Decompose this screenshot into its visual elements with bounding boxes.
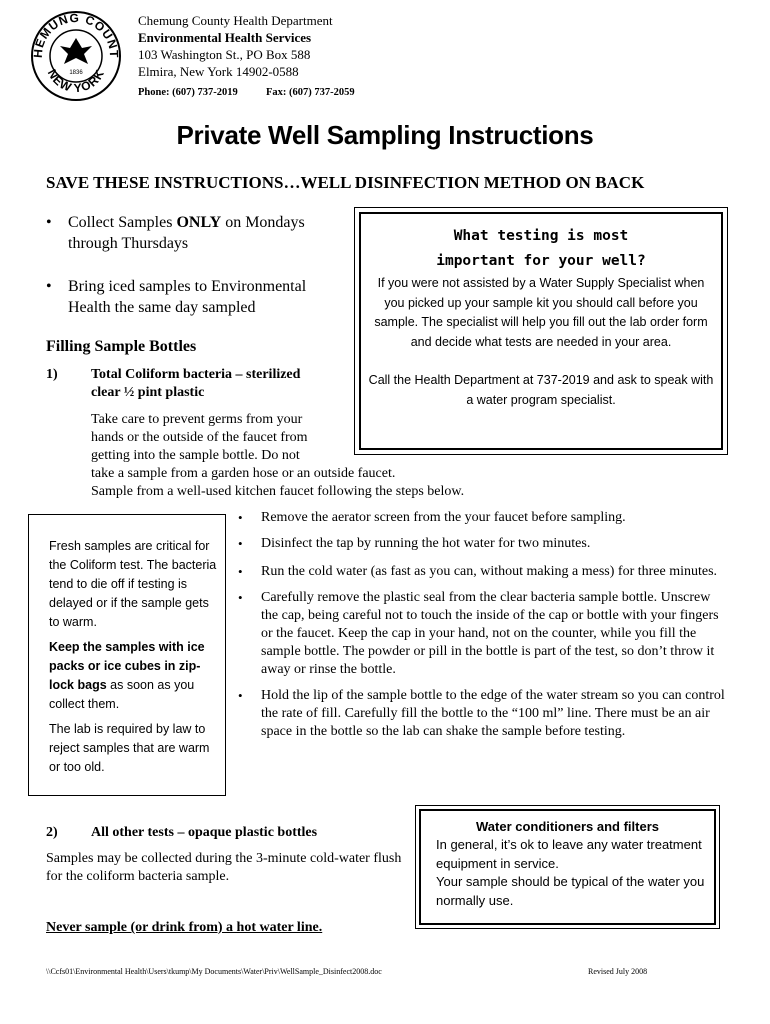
- fresh-box-paragraph-2: Keep the samples with ice packs or ice cubes in zip-lock bags as soon as you collect them.: [49, 640, 205, 711]
- page-subtitle: SAVE THESE INSTRUCTIONS…WELL DISINFECTION METHOD ON BACK: [46, 173, 645, 192]
- phone-number: Phone: (607) 737-2019: [138, 87, 238, 98]
- svg-text:1836: 1836: [69, 70, 83, 76]
- water-conditioners-box: [415, 805, 720, 929]
- division-name: Environmental Health Services: [138, 30, 312, 45]
- item-1-title-line-1: Total Coliform bacteria – sterilized: [91, 367, 301, 382]
- hot-water-warning: Never sample (or drink from) a hot water line.: [46, 920, 323, 935]
- item-1-title-line-2: clear ½ pint plastic: [91, 385, 205, 400]
- page-title: Private Well Sampling Instructions: [176, 120, 594, 150]
- footer-file-path: \\Ccfs01\Environmental Health\Users\tkump\My Documents\Water\Priv\WellSample_Disinfect2008.doc: [46, 967, 382, 976]
- fax-number: Fax: (607) 737-2059: [266, 87, 355, 98]
- item-1-text-line-3: getting into the sample bottle. Do not: [91, 448, 300, 463]
- list-item: • Disinfect the tap by running the hot water for two minutes.: [238, 536, 591, 551]
- bullet-icon: •: [46, 278, 52, 295]
- testing-box-call: Call the Health Department at 737-2019 and ask to speak with a water program specialist.: [368, 373, 714, 407]
- bullet-icon: •: [238, 536, 243, 551]
- item-2-number: 2): [46, 825, 58, 840]
- testing-info-box: [354, 207, 728, 455]
- list-item: • Remove the aerator screen from the your faucet before sampling.: [238, 510, 626, 525]
- fresh-samples-box: [28, 514, 226, 796]
- bullet-icon: •: [46, 214, 52, 231]
- testing-box-body: If you were not assisted by a Water Supply Specialist when you picked up your sample kit you should call before you sample. The specialist will help you fill out the lab order form and decide what tests are needed in your area.: [374, 276, 708, 349]
- county-seal-logo: [30, 10, 122, 102]
- list-item: • Run the cold water (as fast as you can, without making a mess) for three minutes.: [238, 564, 718, 579]
- bullet-icon: •: [238, 510, 243, 525]
- intro-bullet-list: [46, 212, 346, 318]
- testing-box-heading-2: important for your well?: [436, 253, 646, 269]
- bullet-icon: •: [238, 564, 243, 579]
- item-1-text-line-5: Sample from a well-used kitchen faucet following the steps below.: [91, 484, 465, 499]
- item-1-text-line-4: take a sample from a garden hose or an outside faucet.: [91, 466, 396, 481]
- item-2-heading: All other tests – opaque plastic bottles: [91, 825, 318, 840]
- sampling-steps-list: [238, 509, 728, 749]
- svg-text:CHEMUNG COUNTY: HEMUNG COUNT: [30, 10, 122, 59]
- fresh-box-paragraph-3: The lab is required by law to reject samples that are warm or too old.: [49, 722, 210, 774]
- address-line-2: Elmira, New York 14902-0588: [138, 64, 299, 79]
- list-item: • Bring iced samples to Environmental Health the same day sampled: [46, 278, 307, 316]
- conditioners-text-1: In general, it’s ok to leave any water treatment equipment in service.: [436, 837, 702, 871]
- item-1-text-line-1: Take care to prevent germs from your: [91, 412, 303, 427]
- address-line-1: 103 Washington St., PO Box 588: [138, 47, 311, 62]
- bullet-icon: •: [238, 590, 243, 605]
- svg-text:NEW YORK: NEW YORK: [44, 66, 108, 96]
- conditioners-text-2: Your sample should be typical of the water you normally use.: [436, 874, 705, 908]
- testing-box-heading-1: What testing is most: [453, 228, 629, 244]
- filling-heading: Filling Sample Bottles: [46, 338, 197, 355]
- item-1-number: 1): [46, 367, 58, 382]
- conditioners-title: Water conditioners and filters: [476, 819, 659, 834]
- item-2-text: Samples may be collected during the 3-minute cold-water flush for the coliform bacteria sample.: [46, 851, 402, 884]
- department-name: Chemung County Health Department: [138, 13, 333, 28]
- fresh-box-paragraph-1: Fresh samples are critical for the Coliform test. The bacteria tend to die off if testing is delayed or if the sample gets to warm.: [49, 539, 217, 629]
- item-1-text-line-2: hands or the outside of the faucet from: [91, 430, 308, 445]
- footer-revised-date: Revised July 2008: [588, 967, 648, 976]
- bullet-icon: •: [238, 688, 243, 703]
- list-item: • Collect Samples ONLY on Mondays through Thursdays: [46, 214, 305, 252]
- list-item: • Carefully remove the plastic seal from the clear bacteria sample bottle. Unscrew the cap, being careful not to touch the inside of the cap or bottle with your fingers or the faucet. Keep the cap in your hand, not on the counter, while you fill the sample bottle. The powder or pill in the bottle is part of the test, so don’t throw it away or rinse the bottle.: [238, 590, 719, 677]
- list-item: • Hold the lip of the sample bottle to the edge of the water stream so you can control the rate of fill. Carefully fill the bottle to the “100 ml” line. There must be an air space in the bottle so the lab can shake the sample before testing.: [238, 688, 725, 739]
